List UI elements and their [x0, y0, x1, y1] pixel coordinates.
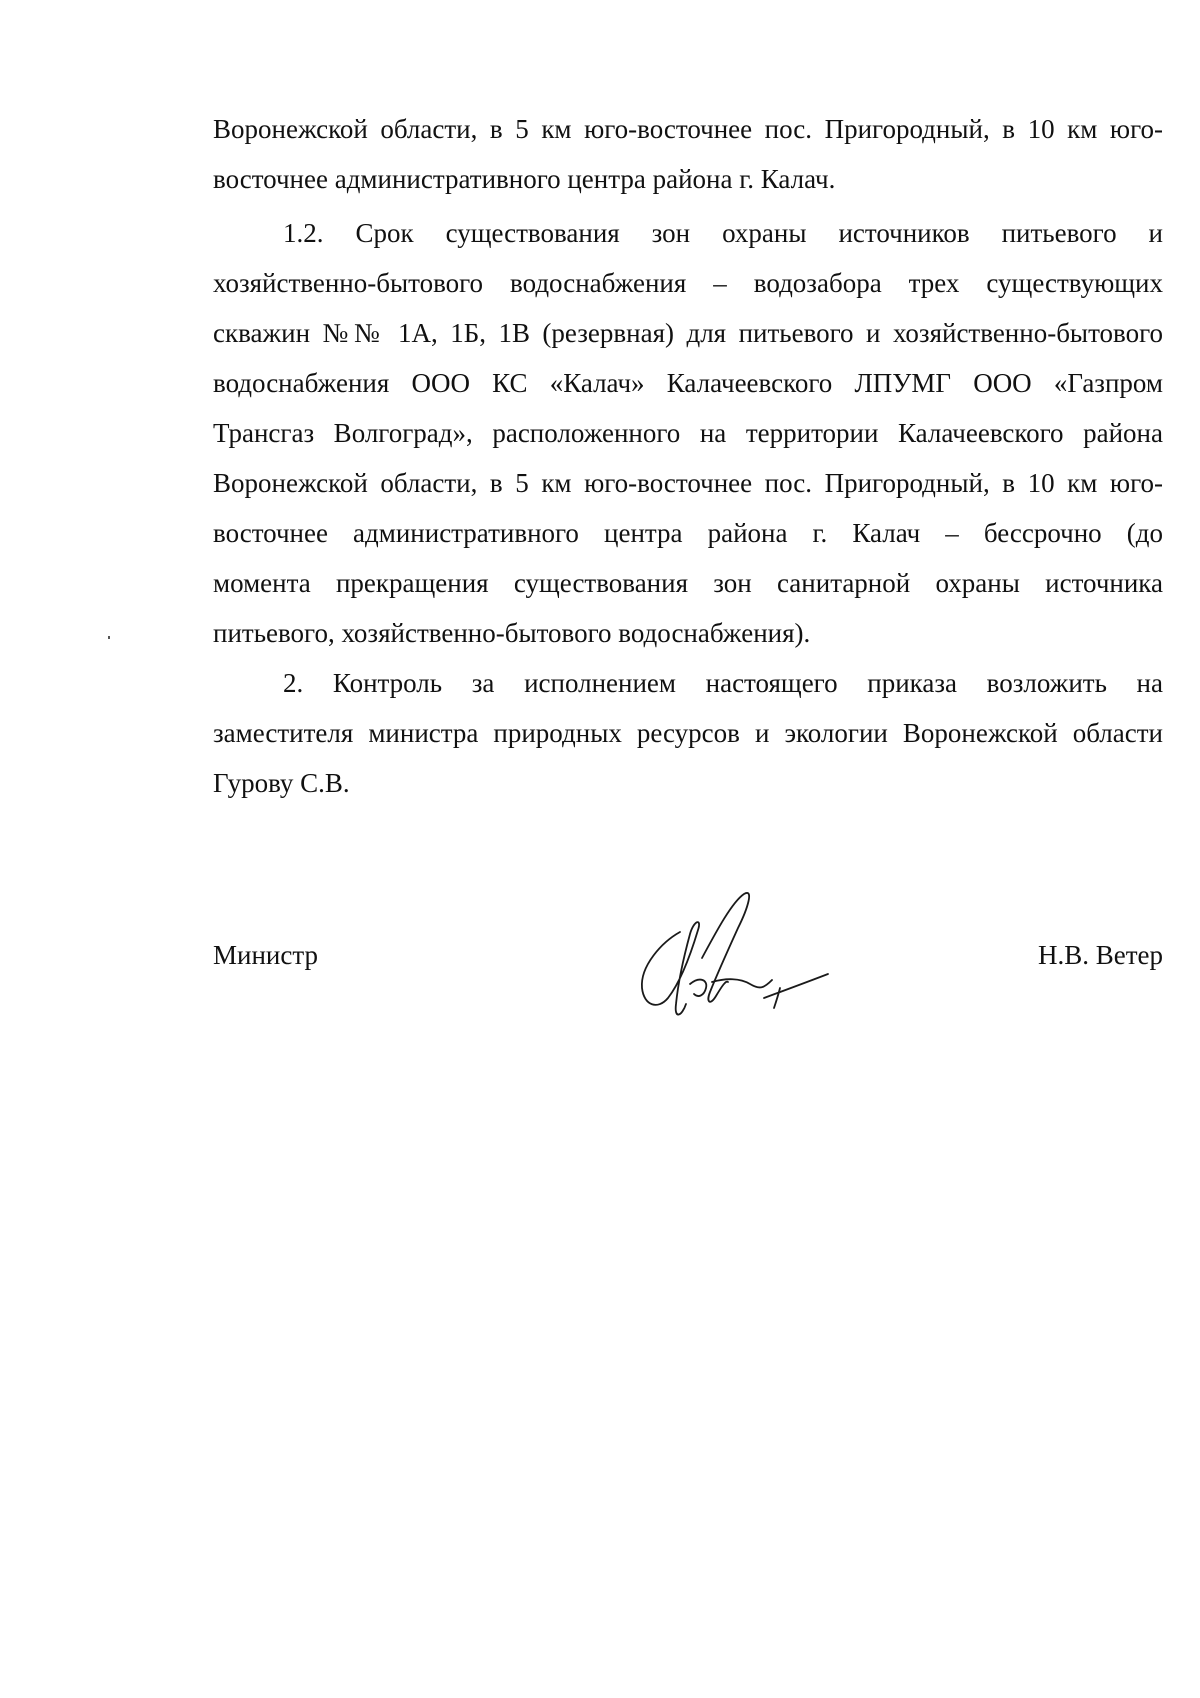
signatory-name: Н.В. Ветер: [1037, 940, 1163, 970]
continuation-paragraph: [213, 104, 1163, 204]
text-line: скважин №№ 1А, 1Б, 1В (резервная) для питьевого и хозяйственно-бытового: [213, 318, 1163, 348]
signatory-title: Министр: [213, 940, 318, 970]
text-line: восточнее административного центра района г. Калач – бессрочно (до: [213, 518, 1163, 548]
text-line: момента прекращения существования зон санитарной охраны источника: [213, 568, 1163, 598]
text-line: Гурову С.В.: [213, 768, 350, 798]
handwritten-signature: [632, 880, 832, 1030]
margin-mark: [108, 636, 110, 639]
text-line: заместителя министра природных ресурсов и экологии Воронежской области: [213, 718, 1163, 748]
text-line: Воронежской области, в 5 км юго-восточнее пос. Пригородный, в 10 км юго-: [213, 114, 1163, 144]
clause-1-2-paragraph: [213, 208, 1163, 658]
text-line: хозяйственно-бытового водоснабжения – водозабора трех существующих: [213, 268, 1163, 298]
text-line: Трансгаз Волгоград», расположенного на территории Калачеевского района: [213, 418, 1163, 448]
clause-2-paragraph: [213, 658, 1163, 808]
text-line: питьевого, хозяйственно-бытового водоснабжения).: [213, 618, 811, 648]
text-line: 1.2. Срок существования зон охраны источников питьевого и: [283, 218, 1163, 248]
text-line: Воронежской области, в 5 км юго-восточнее пос. Пригородный, в 10 км юго-: [213, 468, 1163, 498]
text-line: водоснабжения ООО КС «Калач» Калачеевского ЛПУМГ ООО «Газпром: [213, 368, 1163, 398]
text-line: восточнее административного центра района г. Калач.: [213, 164, 836, 194]
document-body: [213, 104, 1163, 808]
text-line: 2. Контроль за исполнением настоящего приказа возложить на: [283, 668, 1163, 698]
